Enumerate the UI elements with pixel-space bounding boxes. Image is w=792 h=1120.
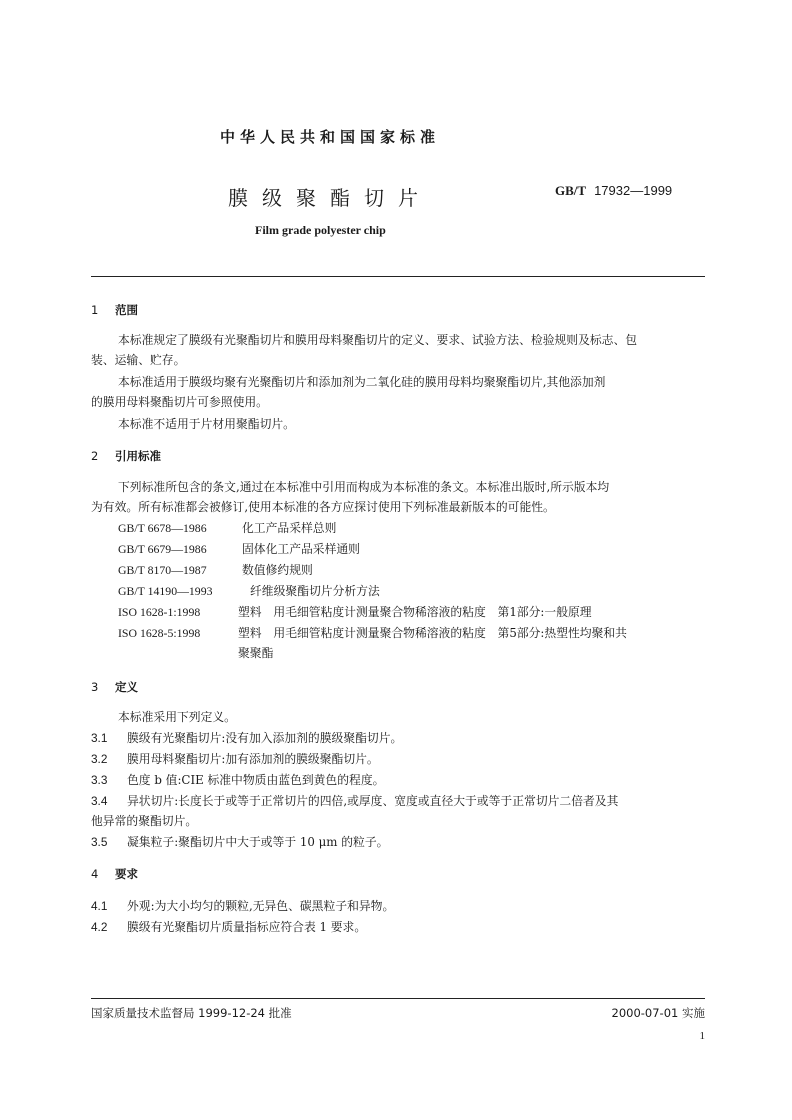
paragraph-line: 装、运输、贮存。 <box>91 353 186 367</box>
paragraph-line: 本标准适用于膜级均聚有光聚酯切片和添加剂为二氧化硅的膜用母料均聚聚酯切片,其他添加剂 <box>118 375 606 389</box>
english-title: Film grade polyester chip <box>255 223 386 237</box>
footer-divider <box>91 998 705 999</box>
implementation-date: 2000-07-01 实施 <box>611 1006 705 1020</box>
reference-title-line: 塑料 用毛细管粘度计测量聚合物稀溶液的粘度 第5部分:热塑性均聚和共 <box>238 626 627 640</box>
reference-title <box>238 623 705 663</box>
paragraph-line: 的膜用母料聚酯切片可参照使用。 <box>91 395 268 409</box>
clause-number: 3.2 <box>91 752 108 766</box>
clause-number: 3.4 <box>91 794 108 808</box>
section-3-intro <box>91 707 705 727</box>
reference-item <box>118 581 380 601</box>
reference-item <box>118 518 336 538</box>
section-2-paragraph <box>91 477 705 517</box>
paragraph-line: 本标准规定了膜级有光聚酯切片和膜用母料聚酯切片的定义、要求、试验方法、检验规则及标志、包 <box>118 333 638 347</box>
clause-text: 他异常的聚酯切片。 <box>91 814 198 828</box>
reference-code: GB/T 14190—1993 <box>118 584 213 598</box>
section-number: 3 <box>91 680 99 694</box>
national-standard-heading: 中华人民共和国国家标准 <box>219 128 440 146</box>
reference-code: ISO 1628-5:1998 <box>118 626 201 640</box>
definition-item <box>91 728 705 748</box>
clause-number: 4.2 <box>91 920 108 934</box>
clause-text: 膜级有光聚酯切片质量指标应符合表 1 要求。 <box>127 920 367 934</box>
requirement-item <box>91 917 705 937</box>
reference-item <box>118 623 705 663</box>
section-title: 要求 <box>115 867 138 881</box>
definition-item <box>91 791 705 831</box>
section-3-heading <box>91 679 138 695</box>
clause-text: 膜用母料聚酯切片:加有添加剂的膜级聚酯切片。 <box>127 752 379 766</box>
clause-text: 外观:为大小均匀的颗粒,无异色、碳黑粒子和异物。 <box>127 899 395 913</box>
clause-number: 4.1 <box>91 899 108 913</box>
header-divider <box>91 276 705 277</box>
section-number: 1 <box>91 303 99 317</box>
paragraph-line: 本标准采用下列定义。 <box>118 710 236 724</box>
clause-number: 3.1 <box>91 731 108 745</box>
standard-code-prefix: GB/T <box>555 183 587 198</box>
clause-text: 凝集粒子:聚酯切片中大于或等于 10 μm 的粒子。 <box>127 835 389 849</box>
reference-title-line: 聚聚酯 <box>238 646 274 660</box>
standard-code-number: 17932—1999 <box>594 183 673 198</box>
reference-title: 纤维级聚酯切片分析方法 <box>250 584 380 598</box>
clause-number: 3.3 <box>91 773 108 787</box>
page-number: 1 <box>699 1030 705 1042</box>
paragraph-line: 为有效。所有标准都会被修订,使用本标准的各方应探讨使用下列标准最新版本的可能性。 <box>91 500 555 514</box>
reference-code: GB/T 6679—1986 <box>118 542 207 556</box>
reference-title: 数值修约规则 <box>242 563 313 577</box>
reference-title: 塑料 用毛细管粘度计测量聚合物稀溶液的粘度 第1部分:一般原理 <box>238 605 592 619</box>
section-1-paragraph-3 <box>91 414 705 434</box>
approval-statement: 国家质量技术监督局 1999-12-24 批准 <box>91 1006 292 1020</box>
section-1-paragraph-2 <box>91 372 705 412</box>
section-4-heading <box>91 866 138 882</box>
section-1-heading <box>91 302 138 318</box>
definition-item <box>91 749 705 769</box>
section-title: 定义 <box>115 680 138 694</box>
requirement-item <box>91 896 705 916</box>
reference-title: 化工产品采样总则 <box>242 521 337 535</box>
section-title: 范围 <box>115 303 138 317</box>
section-number: 4 <box>91 867 99 881</box>
reference-item <box>118 539 360 559</box>
paragraph-line: 下列标准所包含的条文,通过在本标准中引用而构成为本标准的条文。本标准出版时,所示版本均 <box>118 480 610 494</box>
clause-number: 3.5 <box>91 835 108 849</box>
clause-text: 膜级有光聚酯切片:没有加入添加剂的膜级聚酯切片。 <box>127 731 403 745</box>
standard-code <box>555 183 672 199</box>
definition-item <box>91 770 705 790</box>
clause-text: 异状切片:长度长于或等于正常切片的四倍,或厚度、宽度或直径大于或等于正常切片二倍者及其 <box>127 794 619 808</box>
reference-code: ISO 1628-1:1998 <box>118 605 201 619</box>
paragraph-line: 本标准不适用于片材用聚酯切片。 <box>118 417 295 431</box>
clause-text: 色度 b 值:CIE 标准中物质由蓝色到黄色的程度。 <box>127 773 385 787</box>
reference-title: 固体化工产品采样通则 <box>242 542 360 556</box>
definition-item <box>91 832 705 852</box>
section-2-heading <box>91 448 161 464</box>
section-title: 引用标准 <box>115 449 161 463</box>
reference-item <box>118 602 705 622</box>
reference-code: GB/T 8170—1987 <box>118 563 207 577</box>
reference-item <box>118 560 313 580</box>
reference-code: GB/T 6678—1986 <box>118 521 207 535</box>
section-1-paragraph-1 <box>91 330 705 370</box>
document-title: 膜级聚酯切片 <box>228 186 432 210</box>
section-number: 2 <box>91 449 99 463</box>
